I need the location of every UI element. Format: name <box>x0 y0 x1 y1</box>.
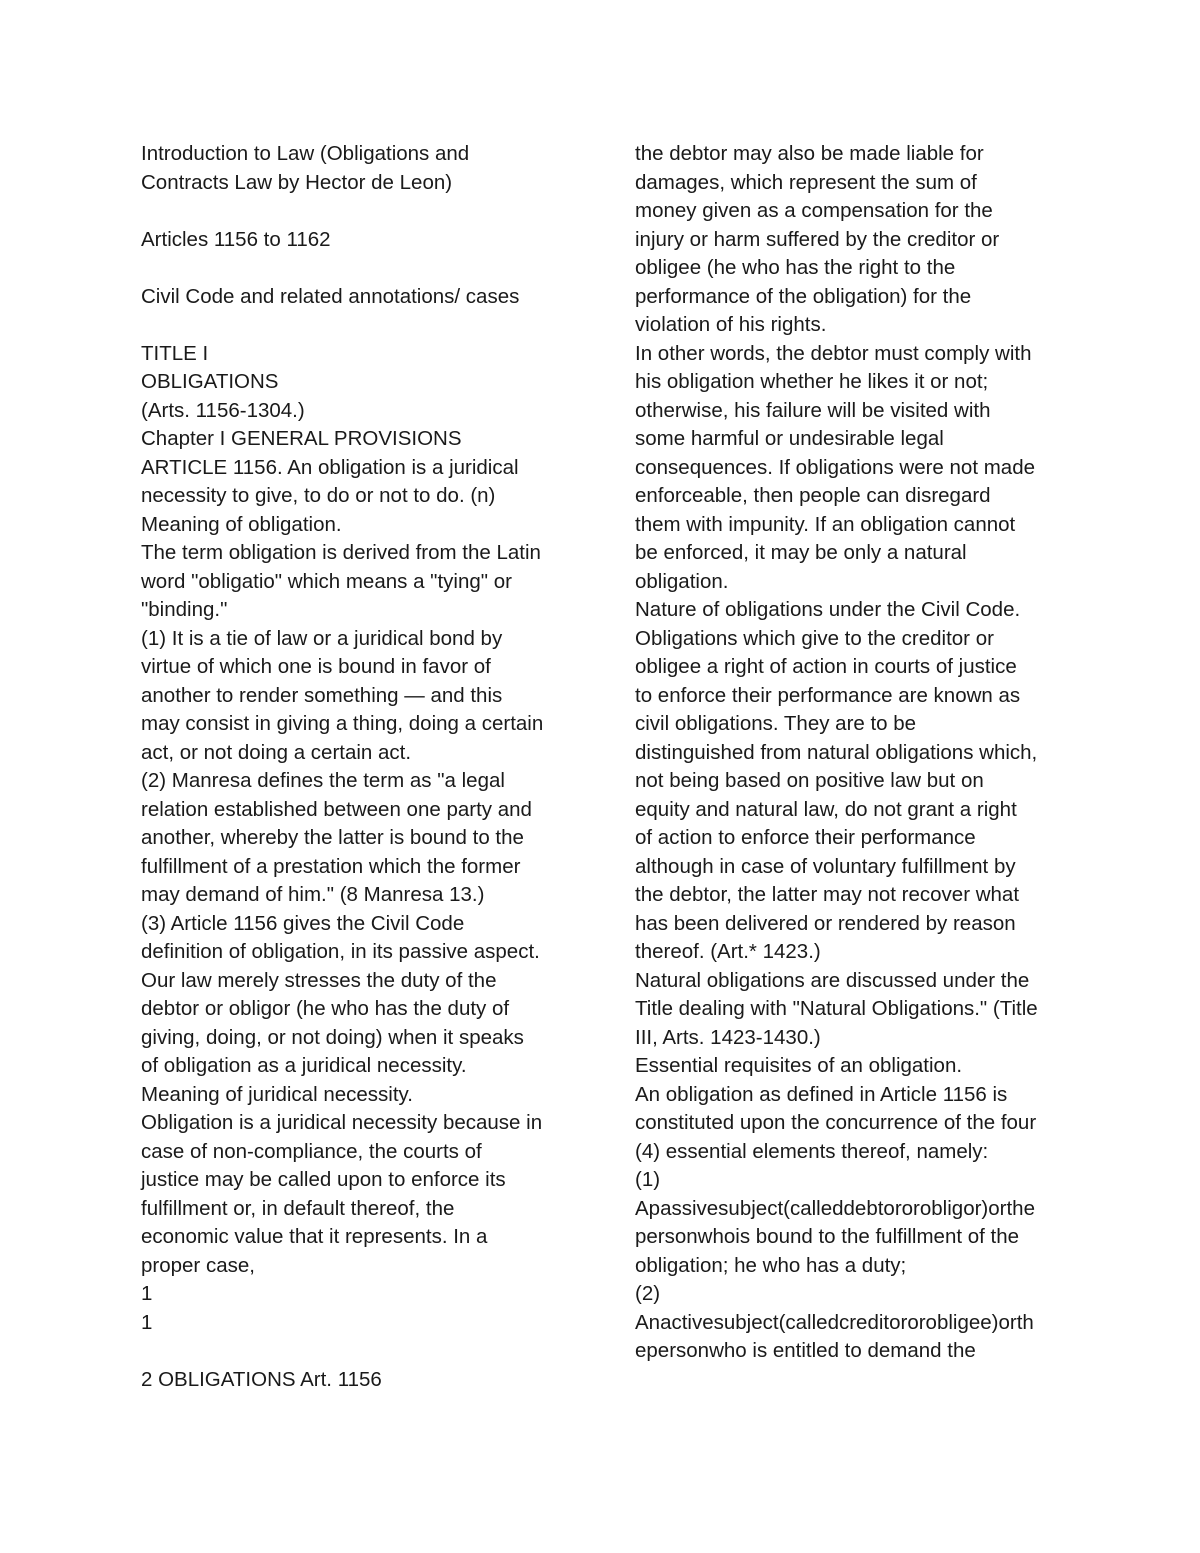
text-line: be enforced, it may be only a natural <box>635 541 967 564</box>
text-line: constituted upon the concurrence of the four <box>635 1111 1037 1134</box>
text-line: violation of his rights. <box>635 313 827 336</box>
text-line: otherwise, his failure will be visited with <box>635 398 991 422</box>
text-line: justice may be called upon to enforce its <box>141 1168 506 1191</box>
spacer <box>141 311 581 340</box>
text-line: thereof. (Art.* 1423.) <box>635 940 821 963</box>
text-line: may demand of him." (8 Manresa 13.) <box>141 883 485 906</box>
text-line: Essential requisites of an obligation. <box>635 1054 963 1077</box>
text-line: damages, which represent the sum of <box>635 170 977 194</box>
text-line: enforceable, then people can disregard <box>635 484 991 507</box>
text-line: some harmful or undesirable legal <box>635 427 944 450</box>
page-footer: 2 OBLIGATIONS Art. 1156 <box>141 1367 382 1391</box>
text-line: (1) It is a tie of law or a juridical bond by <box>141 626 503 650</box>
text-line: definition of obligation, in its passive aspect. <box>141 940 540 963</box>
text-line: Apassivesubject(calleddebtororobligor)orthe <box>635 1196 1035 1220</box>
header-line: Introduction to Law (Obligations and <box>141 142 470 165</box>
text-line: virtue of which one is bound in favor of <box>141 655 491 678</box>
text-line: act, or not doing a certain act. <box>141 740 412 764</box>
text-line: injury or harm suffered by the creditor or <box>635 227 1000 251</box>
text-line: to enforce their performance are known as <box>635 683 1021 707</box>
text-line: consequences. If obligations were not made <box>635 455 1036 479</box>
text-line: of obligation as a juridical necessity. <box>141 1054 467 1077</box>
right-column <box>635 140 1075 1366</box>
text-line: (1) <box>635 1168 661 1191</box>
text-line: has been delivered or rendered by reason <box>635 911 1016 935</box>
text-line: obligee a right of action in courts of justice <box>635 655 1017 678</box>
text-line: 1 <box>141 1282 153 1305</box>
text-line: obligation. <box>635 569 729 593</box>
text-line: giving, doing, or not doing) when it speaks <box>141 1025 524 1049</box>
text-line: Meaning of obligation. <box>141 512 342 536</box>
text-line: economic value that it represents. In a <box>141 1225 488 1248</box>
text-line: money given as a compensation for the <box>635 199 993 222</box>
text-line: Title dealing with "Natural Obligations." (Title <box>635 997 1038 1020</box>
text-line: his obligation whether he likes it or not; <box>635 370 989 393</box>
text-line: another to render something — and this <box>141 683 503 707</box>
text-line: "binding." <box>141 598 228 621</box>
text-line: Nature of obligations under the Civil Code. <box>635 598 1021 621</box>
left-column <box>141 140 581 1394</box>
text-line: Chapter I GENERAL PROVISIONS <box>141 427 462 450</box>
text-line: another, whereby the latter is bound to the <box>141 826 524 849</box>
text-line: fulfillment or, in default thereof, the <box>141 1196 455 1220</box>
text-line: (4) essential elements thereof, namely: <box>635 1139 989 1163</box>
right-body-text <box>635 140 1075 1366</box>
text-line: Anactivesubject(calledcreditororobligee)orth <box>635 1310 1034 1334</box>
text-line: civil obligations. They are to be <box>635 712 917 735</box>
text-line: debtor or obligor (he who has the duty of <box>141 997 510 1020</box>
text-line: necessity to give, to do or not to do. (n) <box>141 484 496 507</box>
text-line: (2) Manresa defines the term as "a legal <box>141 769 505 792</box>
text-line: Obligation is a juridical necessity because in <box>141 1111 543 1134</box>
text-line: (3) Article 1156 gives the Civil Code <box>141 911 465 935</box>
spacer <box>141 1337 581 1366</box>
text-line: Natural obligations are discussed under the <box>635 968 1030 992</box>
text-line: equity and natural law, do not grant a right <box>635 797 1017 821</box>
text-line: not being based on positive law but on <box>635 769 984 792</box>
text-line: 1 <box>141 1310 153 1334</box>
text-line: the debtor may also be made liable for <box>635 142 984 165</box>
text-line: them with impunity. If an obligation cannot <box>635 512 1016 536</box>
left-body-text <box>141 340 581 1338</box>
spacer <box>141 197 581 226</box>
spacer <box>141 254 581 283</box>
header-line: Contracts Law by Hector de Leon) <box>141 170 453 194</box>
text-line: OBLIGATIONS <box>141 370 279 393</box>
text-line: distinguished from natural obligations which, <box>635 740 1038 764</box>
text-line: Obligations which give to the creditor or <box>635 626 994 650</box>
text-line: III, Arts. 1423-1430.) <box>635 1025 821 1049</box>
text-line: TITLE I <box>141 341 209 365</box>
text-line: of action to enforce their performance <box>635 826 976 849</box>
text-line: fulfillment of a prestation which the former <box>141 854 521 878</box>
subtitle: Civil Code and related annotations/ cases <box>141 284 520 308</box>
text-line: In other words, the debtor must comply with <box>635 341 1032 365</box>
text-line: personwhois bound to the fulfillment of the <box>635 1225 1020 1248</box>
text-line: case of non-compliance, the courts of <box>141 1139 482 1163</box>
text-line: (2) <box>635 1282 661 1305</box>
text-line: relation established between one party and <box>141 797 532 821</box>
text-line: (Arts. 1156-1304.) <box>141 398 305 422</box>
text-line: proper case, <box>141 1253 255 1277</box>
text-line: obligee (he who has the right to the <box>635 256 956 279</box>
text-line: word "obligatio" which means a "tying" or <box>141 569 512 593</box>
text-line: Meaning of juridical necessity. <box>141 1082 413 1106</box>
text-line: performance of the obligation) for the <box>635 284 972 308</box>
text-line: may consist in giving a thing, doing a certain <box>141 712 544 735</box>
articles-range: Articles 1156 to 1162 <box>141 227 331 251</box>
text-line: ARTICLE 1156. An obligation is a juridical <box>141 455 519 479</box>
text-line: although in case of voluntary fulfillment by <box>635 854 1016 878</box>
text-line: The term obligation is derived from the Latin <box>141 541 541 564</box>
text-line: An obligation as defined in Article 1156 is <box>635 1082 1008 1106</box>
text-line: epersonwho is entitled to demand the <box>635 1339 976 1362</box>
text-line: obligation; he who has a duty; <box>635 1253 907 1277</box>
text-line: the debtor, the latter may not recover what <box>635 883 1020 906</box>
text-line: Our law merely stresses the duty of the <box>141 968 497 992</box>
